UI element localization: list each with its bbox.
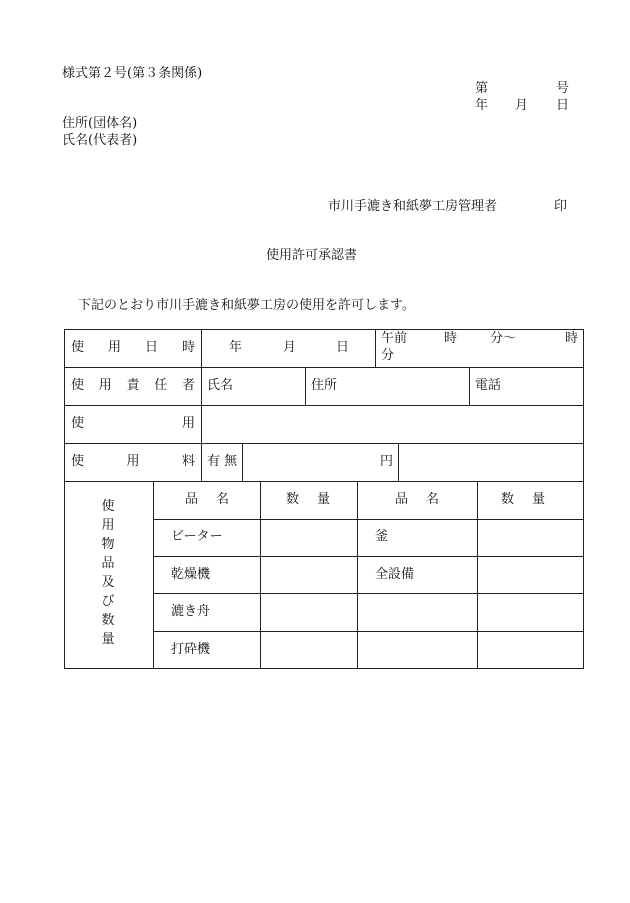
doc-number-suffix: 号 — [556, 81, 570, 96]
row-divider — [64, 367, 584, 368]
label-responsible-person: 使 用 責 任 者 — [71, 378, 195, 393]
fee-yen-unit: 円 — [380, 454, 394, 469]
issuer-title: 市川手漉き和紙夢工房管理者 — [328, 199, 498, 214]
label-usage-fee: 使 用 料 — [71, 454, 195, 469]
header-item-name-right: 品 名 — [395, 492, 439, 507]
col-divider — [260, 481, 261, 669]
col-divider — [477, 481, 478, 669]
date-month-unit: 月 — [283, 340, 297, 355]
issuer-seal: 印 — [554, 199, 568, 214]
responsible-name-label: 氏名 — [207, 378, 234, 393]
time-minute-to: 分～ — [490, 331, 517, 346]
document-title: 使用許可承認書 — [266, 248, 358, 263]
form-number: 様式第２号(第３条関係) — [62, 66, 203, 81]
time-minute2-unit: 分 — [381, 348, 395, 363]
label-usage-datetime: 使 用 日 時 — [71, 340, 195, 355]
col-divider — [375, 329, 376, 367]
doc-number-prefix: 第 — [475, 81, 489, 96]
recipient-address-label: 住所(団体名) — [62, 116, 138, 131]
col-divider — [242, 443, 243, 481]
item-name: 打砕機 — [171, 642, 211, 657]
col-divider — [153, 481, 154, 669]
doc-date-month: 月 — [515, 98, 529, 113]
row-divider — [153, 519, 584, 520]
label-usage: 使 用 — [71, 416, 195, 431]
row-divider — [153, 631, 584, 632]
row-divider — [153, 556, 584, 557]
row-divider — [64, 405, 584, 406]
item-name: 釜 — [375, 529, 389, 544]
time-hour-unit: 時 — [444, 331, 458, 346]
doc-date-year: 年 — [475, 98, 489, 113]
header-quantity-left: 数 量 — [286, 492, 330, 507]
body-text: 下記のとおり市川手漉き和紙夢工房の使用を許可します。 — [78, 298, 415, 313]
item-name: ビーター — [171, 529, 223, 544]
row-divider — [153, 593, 584, 594]
label-items-and-quantity: 使 用 物 品 及 び 数 量 — [101, 499, 115, 647]
item-name: 漉き舟 — [171, 604, 211, 619]
item-name: 乾燥機 — [171, 567, 211, 582]
row-divider — [64, 481, 584, 482]
item-name: 全設備 — [375, 567, 415, 582]
responsible-phone-label: 電話 — [475, 378, 502, 393]
fee-yes-no: 有 無 — [207, 454, 238, 469]
col-divider — [305, 367, 306, 405]
col-divider — [357, 481, 358, 669]
col-divider — [201, 329, 202, 481]
date-year-unit: 年 — [229, 340, 243, 355]
col-divider — [469, 367, 470, 405]
time-hour2-unit: 時 — [565, 331, 579, 346]
header-quantity-right: 数 量 — [501, 492, 545, 507]
recipient-name-label: 氏名(代表者) — [62, 133, 138, 148]
row-divider — [64, 443, 584, 444]
header-item-name-left: 品 名 — [185, 492, 229, 507]
responsible-address-label: 住所 — [311, 378, 338, 393]
usage-table — [64, 329, 584, 669]
col-divider — [398, 443, 399, 481]
doc-date-day: 日 — [556, 98, 570, 113]
time-ampm: 午前 — [381, 331, 408, 346]
date-day-unit: 日 — [336, 340, 350, 355]
